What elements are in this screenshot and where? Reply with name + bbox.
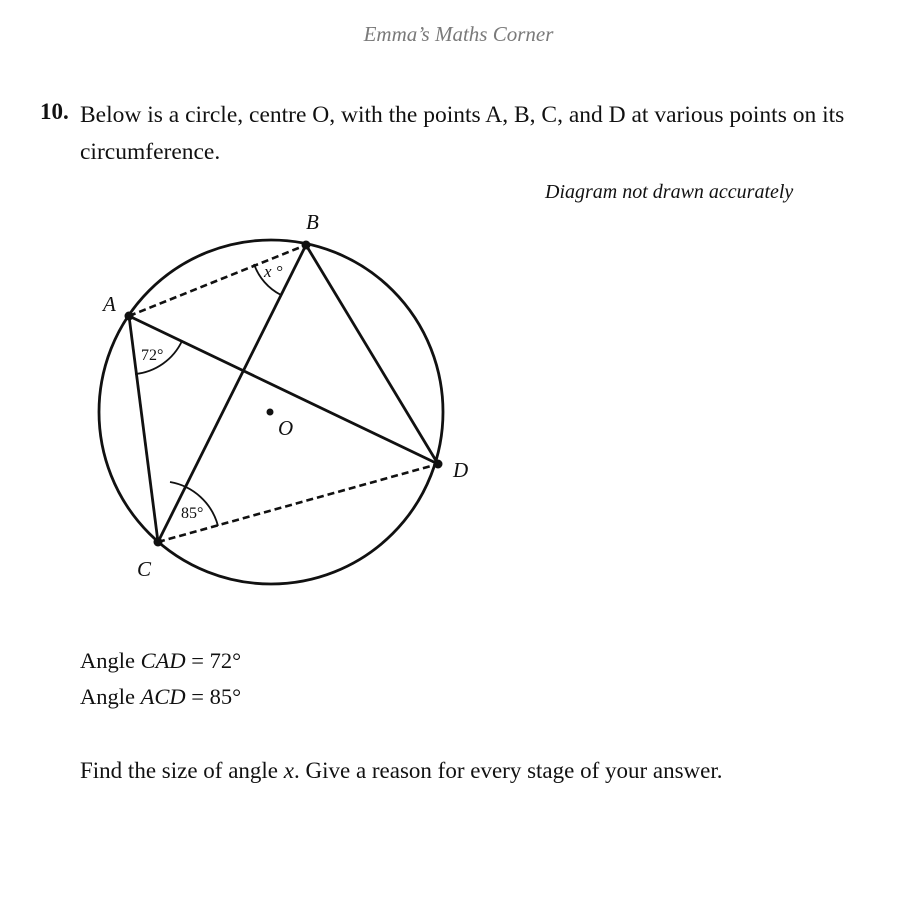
diagram-note: Diagram not drawn accurately: [545, 181, 794, 203]
given-1-value: = 72°: [185, 648, 242, 673]
task-var: x: [283, 758, 294, 783]
angle-label-85: 85°: [181, 505, 204, 522]
given-angle-acd: [80, 684, 241, 710]
given-angle-cad: [80, 648, 241, 674]
page-header: Emma’s Maths Corner: [363, 22, 554, 46]
given-1-angle: CAD: [140, 648, 186, 673]
chord-AD: [129, 316, 438, 464]
task-suffix: . Give a reason for every stage of your answer.: [293, 758, 723, 783]
label-B: B: [306, 210, 319, 234]
question-line-1: Below is a circle, centre O, with the points A, B, C, and D at various points on its: [80, 102, 845, 128]
label-D: D: [453, 458, 469, 482]
task-prefix: Find the size of angle: [80, 758, 284, 783]
angle-label-x: x °: [264, 262, 283, 281]
label-O: O: [278, 416, 294, 440]
point-O: [267, 409, 274, 416]
task-text: [80, 758, 723, 784]
label-A: A: [103, 292, 116, 316]
label-C: C: [137, 557, 152, 581]
point-B: [302, 241, 311, 250]
point-C: [154, 538, 163, 547]
angle-label-72: 72°: [141, 347, 164, 364]
point-A: [125, 312, 134, 321]
given-2-value: = 85°: [185, 684, 242, 709]
question-number: 10.: [40, 99, 69, 124]
chord-BC: [158, 245, 306, 542]
given-2-prefix: Angle: [80, 684, 141, 709]
point-D: [434, 460, 443, 469]
given-2-angle: ACD: [140, 684, 186, 709]
question-line-2: circumference.: [80, 139, 221, 165]
given-1-prefix: Angle: [80, 648, 141, 673]
